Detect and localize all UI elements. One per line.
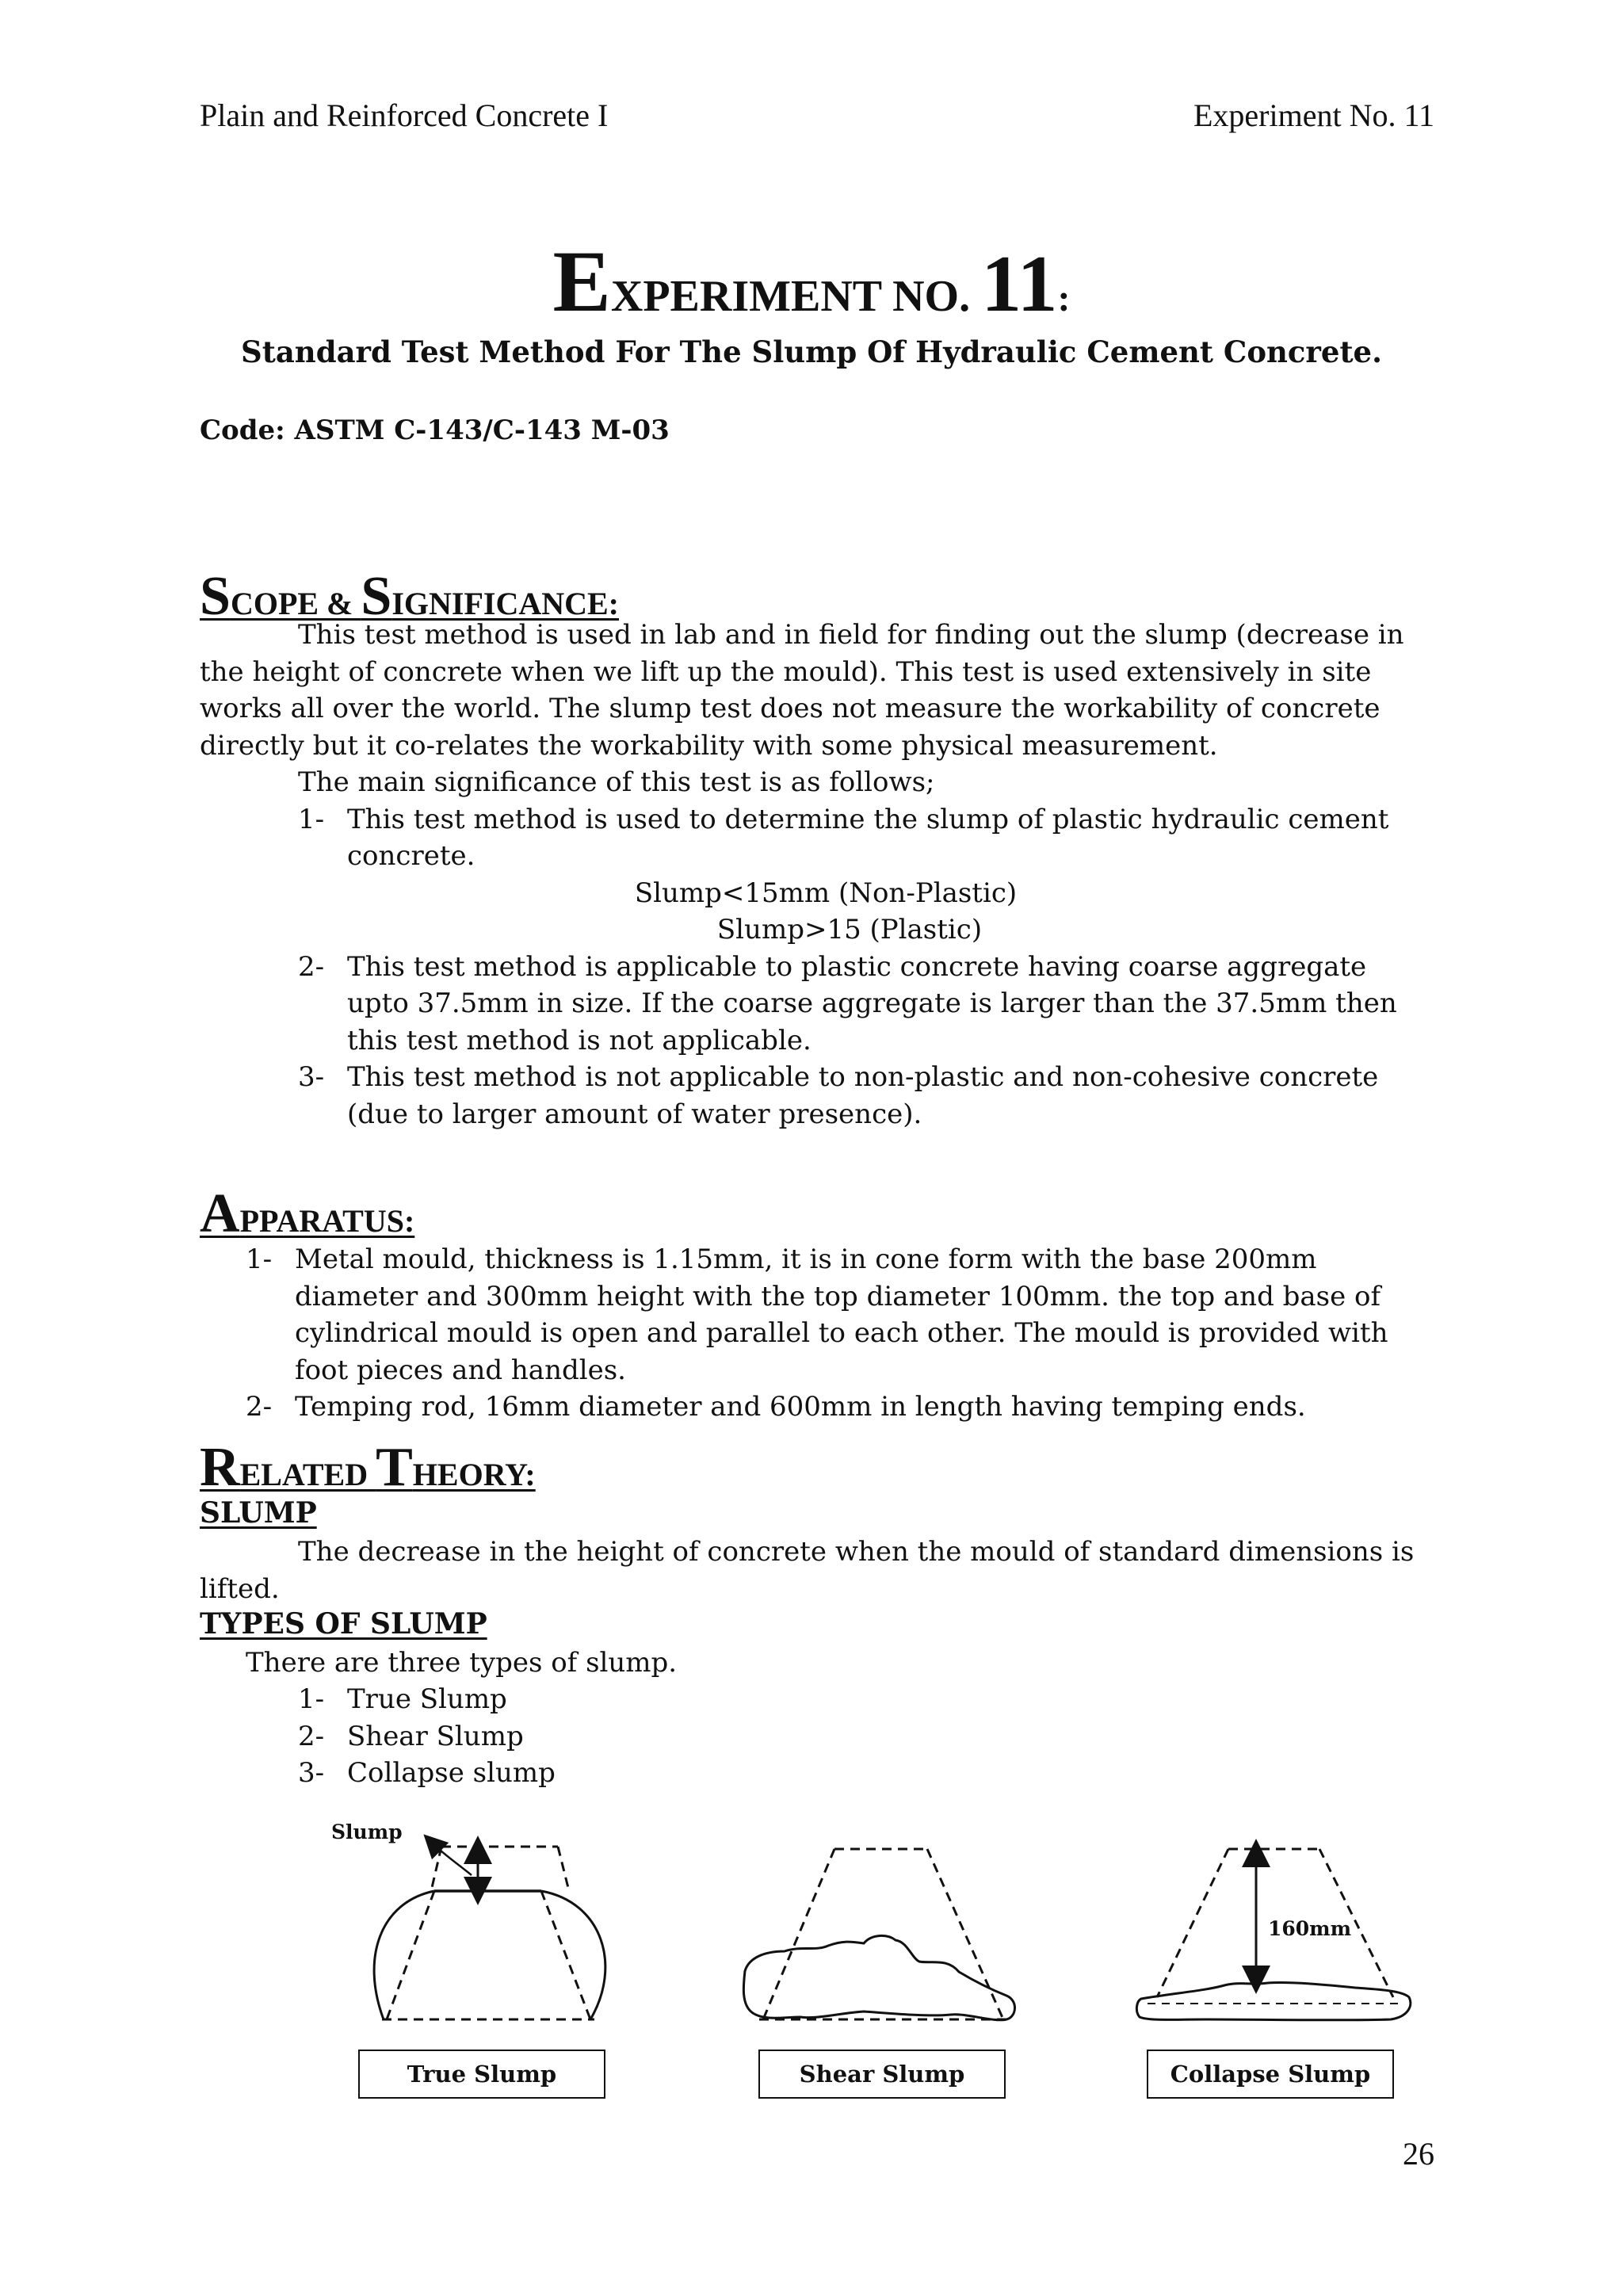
header-experiment-number: Experiment No. 11 (1193, 97, 1434, 133)
header-course-title: Plain and Reinforced Concrete I (200, 97, 609, 133)
scope-heading-rest2: IGNIFICANCE: (391, 586, 619, 621)
scope-heading-cap1: S (200, 566, 231, 627)
slump-nonplastic-line: Slump<15mm (Non-Plastic) (634, 877, 1018, 909)
scope-item-3 (200, 1059, 1436, 1133)
slump-definition-text: The decrease in the height of concrete when the mould of standard dimensions is lifted. (200, 1536, 1415, 1605)
scope-item-3-text: This test method is not applicable to non-plastic and non-cohesive concrete (due to larger amount of water presence). (347, 1061, 1379, 1130)
apparatus-item-2-text: Temping rod, 16mm diameter and 600mm in length having temping ends. (295, 1391, 1306, 1423)
apparatus-item-1-text: Metal mould, thickness is 1.15mm, it is in cone form with the base 200mm diameter and 300mm height with the top diameter 100mm. the top and base of cylindrical mould is open and parallel to each other. The mould is provided with foot pieces and handles. (295, 1244, 1388, 1386)
apparatus-list (246, 1241, 1434, 1426)
scope-item-2 (200, 949, 1436, 1060)
types-list (298, 1681, 1090, 1792)
apparatus-item-1 (246, 1241, 1434, 1389)
theory-heading-rest1: ELATED (239, 1457, 376, 1492)
type-item-1 (298, 1681, 1090, 1718)
apparatus-heading (200, 1183, 415, 1244)
scope-paragraph: This test method is used in lab and in field for finding out the slump (decrease in the height of concrete when we lift up the mould). This test is used extensively in site works all over the world. The slump test does not measure the workability of concrete directly but it co-relates the workability with some physical measurement. (200, 619, 1404, 762)
title-colon: : (1057, 277, 1071, 319)
slump-heading: SLUMP (200, 1496, 317, 1530)
true-slump-diagram (374, 1843, 605, 2019)
collapse-dimension-label: 160mm (1268, 1917, 1352, 1940)
apparatus-item-2 (246, 1389, 1434, 1426)
page-title (0, 233, 1623, 330)
apparatus-heading-cap: A (200, 1183, 240, 1244)
page-subtitle: Standard Test Method For The Slump Of Hydraulic Cement Concrete. (241, 334, 1382, 369)
scope-item-3-num: 3- (298, 1061, 325, 1093)
apparatus-item-1-num: 1- (246, 1244, 273, 1275)
slump-label: Slump (331, 1820, 403, 1843)
caption-shear-slump: Shear Slump (758, 2050, 1006, 2099)
theory-heading (200, 1437, 536, 1498)
apparatus-item-2-num: 2- (246, 1391, 273, 1423)
scope-heading-rest1: COPE & (230, 586, 361, 621)
title-initial: E (552, 233, 611, 330)
type-item-3 (298, 1755, 1090, 1792)
scope-item-2-num: 2- (298, 950, 325, 983)
theory-heading-rest2: HEORY: (412, 1457, 536, 1492)
scope-heading-cap2: S (361, 566, 392, 627)
types-of-slump-heading: TYPES OF SLUMP (200, 1607, 487, 1641)
type-item-2-text: Shear Slump (347, 1720, 524, 1752)
scope-item-1-num: 1- (298, 803, 325, 835)
slump-definition (200, 1534, 1436, 1607)
type-item-2-num: 2- (298, 1720, 325, 1752)
theory-heading-cap2: T (376, 1437, 413, 1498)
theory-heading-cap1: R (200, 1437, 240, 1498)
caption-collapse-slump: Collapse Slump (1147, 2050, 1394, 2099)
astm-code: Code: ASTM C-143/C-143 M-03 (200, 415, 670, 446)
type-item-1-text: True Slump (347, 1683, 507, 1715)
shear-slump-diagram (743, 1849, 1014, 2020)
type-item-3-text: Collapse slump (347, 1757, 556, 1789)
scope-item-1 (200, 801, 1436, 875)
slump-types-figure (0, 1799, 1623, 2061)
scope-item-2-text: This test method is applicable to plastic concrete having coarse aggregate upto 37.5mm in size. If the coarse aggregate is larger than the 37.5mm then this test method is not applicable. (347, 950, 1397, 1056)
apparatus-heading-rest: PPARATUS: (239, 1203, 415, 1239)
page-number: 26 (1403, 2136, 1434, 2172)
scope-intro: The main significance of this test is as follows; (298, 766, 935, 798)
slump-plastic-line: Slump>15 (Plastic) (716, 914, 983, 946)
title-number: 11 (981, 239, 1058, 329)
scope-item-1-text: This test method is used to determine the slump of plastic hydraulic cement concrete. (347, 803, 1389, 872)
scope-section-body (200, 617, 1436, 1133)
type-item-2 (298, 1718, 1090, 1755)
types-intro: There are three types of slump. (246, 1647, 678, 1679)
type-item-1-num: 1- (298, 1683, 325, 1715)
title-rest: XPERIMENT NO. (610, 272, 982, 321)
type-item-3-num: 3- (298, 1757, 325, 1789)
caption-true-slump: True Slump (358, 2050, 605, 2099)
